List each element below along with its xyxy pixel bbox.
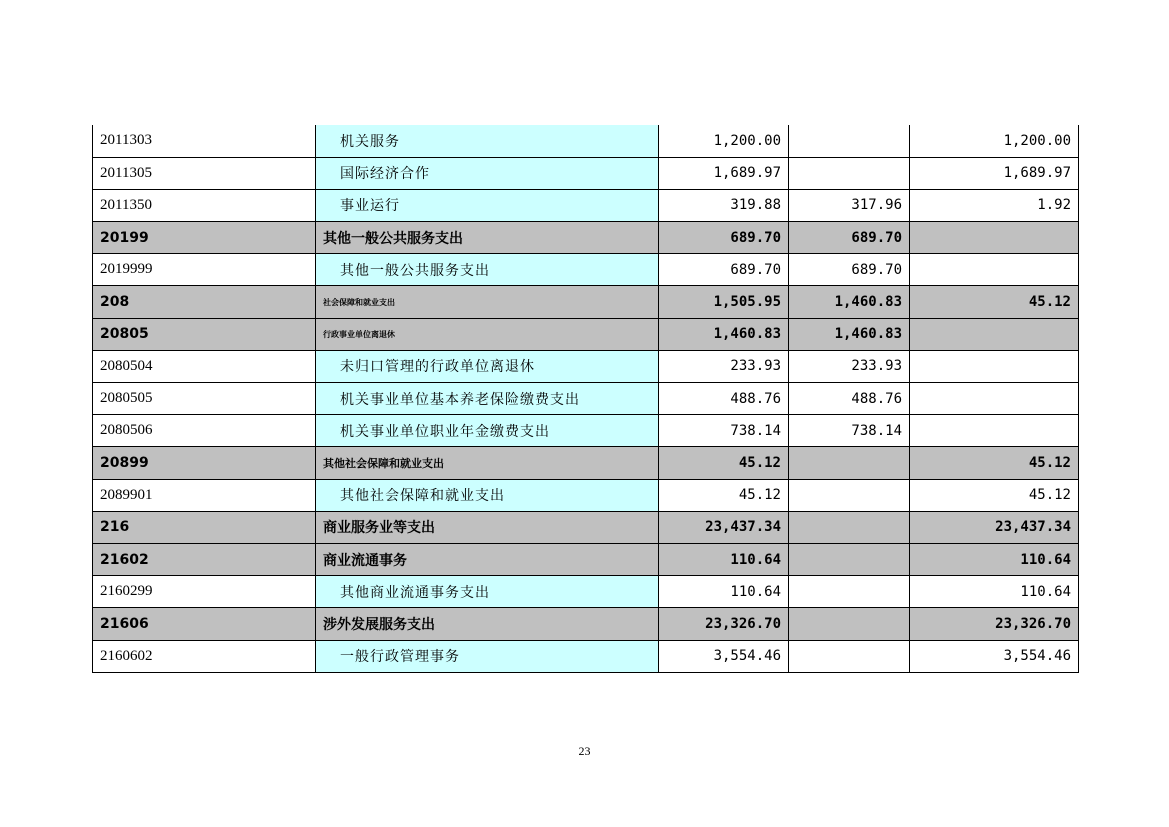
cell-code: 2089901	[93, 479, 316, 511]
cell-name: 未归口管理的行政单位离退休	[316, 350, 659, 382]
cell-name: 机关服务	[316, 125, 659, 157]
cell-project: 1,689.97	[910, 157, 1079, 189]
table-row-group	[93, 318, 1079, 350]
cell-total: 3,554.46	[659, 640, 789, 672]
table-row	[93, 254, 1079, 286]
table-row	[93, 125, 1079, 157]
cell-name: 其他社会保障和就业支出	[316, 447, 659, 479]
cell-code: 2019999	[93, 254, 316, 286]
cell-total: 233.93	[659, 350, 789, 382]
table-row-group	[93, 608, 1079, 640]
budget-table	[92, 125, 1079, 673]
table-row	[93, 383, 1079, 415]
table-row	[93, 415, 1079, 447]
cell-project	[910, 415, 1079, 447]
table-row-group	[93, 222, 1079, 254]
cell-project: 1.92	[910, 189, 1079, 221]
cell-project	[910, 254, 1079, 286]
cell-name: 商业流通事务	[316, 543, 659, 575]
cell-name: 机关事业单位职业年金缴费支出	[316, 415, 659, 447]
cell-project: 23,437.34	[910, 511, 1079, 543]
cell-basic: 689.70	[789, 254, 910, 286]
cell-project: 45.12	[910, 479, 1079, 511]
cell-code: 20899	[93, 447, 316, 479]
cell-project	[910, 383, 1079, 415]
cell-basic	[789, 576, 910, 608]
cell-total: 689.70	[659, 254, 789, 286]
cell-total: 1,460.83	[659, 318, 789, 350]
cell-basic	[789, 608, 910, 640]
cell-total: 1,505.95	[659, 286, 789, 318]
cell-total: 45.12	[659, 447, 789, 479]
cell-name: 行政事业单位离退休	[316, 318, 659, 350]
cell-code: 2160602	[93, 640, 316, 672]
table-row-group	[93, 543, 1079, 575]
cell-total: 110.64	[659, 543, 789, 575]
cell-basic	[789, 157, 910, 189]
cell-code: 20199	[93, 222, 316, 254]
cell-name: 其他社会保障和就业支出	[316, 479, 659, 511]
cell-code: 2011303	[93, 125, 316, 157]
cell-total: 488.76	[659, 383, 789, 415]
cell-name: 其他一般公共服务支出	[316, 254, 659, 286]
cell-project: 1,200.00	[910, 125, 1079, 157]
cell-name: 机关事业单位基本养老保险缴费支出	[316, 383, 659, 415]
cell-name: 涉外发展服务支出	[316, 608, 659, 640]
cell-total: 23,326.70	[659, 608, 789, 640]
table-row	[93, 576, 1079, 608]
cell-name: 社会保障和就业支出	[316, 286, 659, 318]
cell-name: 商业服务业等支出	[316, 511, 659, 543]
cell-project: 110.64	[910, 543, 1079, 575]
cell-total: 23,437.34	[659, 511, 789, 543]
cell-basic	[789, 125, 910, 157]
cell-code: 2011350	[93, 189, 316, 221]
cell-code: 20805	[93, 318, 316, 350]
cell-basic	[789, 543, 910, 575]
cell-code: 2080504	[93, 350, 316, 382]
cell-basic: 488.76	[789, 383, 910, 415]
cell-code: 2160299	[93, 576, 316, 608]
cell-code: 208	[93, 286, 316, 318]
cell-basic: 233.93	[789, 350, 910, 382]
cell-name: 事业运行	[316, 189, 659, 221]
cell-project: 3,554.46	[910, 640, 1079, 672]
cell-basic: 317.96	[789, 189, 910, 221]
table-row	[93, 640, 1079, 672]
table-row-group	[93, 286, 1079, 318]
cell-project	[910, 318, 1079, 350]
cell-project	[910, 350, 1079, 382]
cell-code: 2080506	[93, 415, 316, 447]
cell-total: 45.12	[659, 479, 789, 511]
cell-name: 其他商业流通事务支出	[316, 576, 659, 608]
cell-basic: 738.14	[789, 415, 910, 447]
cell-code: 21602	[93, 543, 316, 575]
table-row	[93, 350, 1079, 382]
cell-basic: 1,460.83	[789, 286, 910, 318]
table-row	[93, 479, 1079, 511]
cell-code: 21606	[93, 608, 316, 640]
cell-total: 689.70	[659, 222, 789, 254]
cell-code: 2080505	[93, 383, 316, 415]
table-row-group	[93, 511, 1079, 543]
cell-basic: 689.70	[789, 222, 910, 254]
cell-code: 216	[93, 511, 316, 543]
budget-table-body	[93, 125, 1079, 672]
cell-total: 319.88	[659, 189, 789, 221]
cell-total: 738.14	[659, 415, 789, 447]
cell-basic	[789, 479, 910, 511]
cell-project: 110.64	[910, 576, 1079, 608]
table-row-group	[93, 447, 1079, 479]
cell-total: 1,200.00	[659, 125, 789, 157]
cell-basic	[789, 640, 910, 672]
cell-project: 45.12	[910, 447, 1079, 479]
cell-name: 一般行政管理事务	[316, 640, 659, 672]
cell-total: 110.64	[659, 576, 789, 608]
cell-project	[910, 222, 1079, 254]
cell-total: 1,689.97	[659, 157, 789, 189]
cell-basic	[789, 511, 910, 543]
cell-code: 2011305	[93, 157, 316, 189]
page-number: 23	[578, 744, 591, 758]
table-row	[93, 189, 1079, 221]
cell-basic	[789, 447, 910, 479]
cell-project: 45.12	[910, 286, 1079, 318]
table-row	[93, 157, 1079, 189]
cell-basic: 1,460.83	[789, 318, 910, 350]
cell-project: 23,326.70	[910, 608, 1079, 640]
cell-name: 国际经济合作	[316, 157, 659, 189]
cell-name: 其他一般公共服务支出	[316, 222, 659, 254]
